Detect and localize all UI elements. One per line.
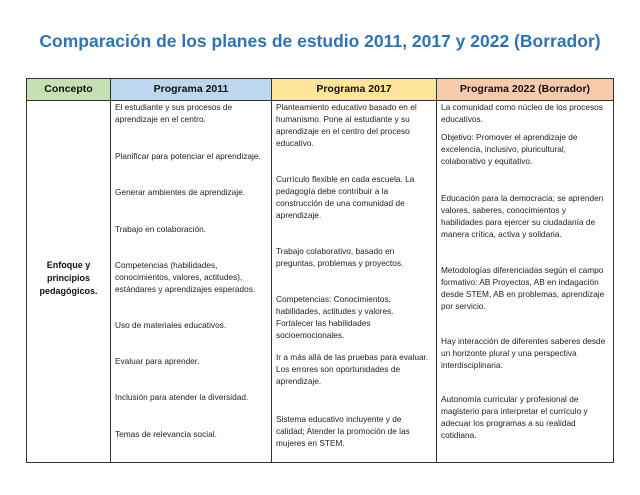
list-item: Planificar para potenciar el aprendizaje. bbox=[115, 151, 261, 161]
list-item: Inclusión para atender la diversidad. bbox=[115, 392, 249, 402]
list-item: Hay interacción de diferentes saberes desde un horizonte plural y una perspectiva interdisciplinaria. bbox=[441, 336, 606, 370]
list-item: Currículo flexible en cada escuela. La pedagogía debe contribuir a la construcción de una comunidad de aprendizaje. bbox=[276, 174, 415, 220]
list-item: El estudiante y sus procesos de aprendizaje en el centro. bbox=[115, 102, 233, 124]
list-item: La comunidad como núcleo de los procesos educativos. bbox=[441, 102, 603, 124]
header-concepto: Concepto bbox=[27, 79, 111, 101]
list-item: Objetivo: Promover el aprendizaje de excelencia, inclusivo, pluricultural, colaborativo y equitativo. bbox=[441, 132, 578, 166]
list-item: Ir a más allá de las pruebas para evaluar. Los errores son oportunidades de aprendizaje. bbox=[276, 352, 429, 386]
comparison-table bbox=[26, 78, 614, 463]
list-item: Planteamiento educativo basado en el humanismo. Pone al estudiante y su aprendizaje en el centro del proceso educativo. bbox=[276, 102, 417, 148]
list-item: Uso de materiales educativos. bbox=[115, 320, 227, 330]
programa-2011-cell bbox=[111, 101, 272, 462]
list-item: Temas de relevancia social. bbox=[115, 429, 217, 439]
list-item: Metodologías diferenciadas según el campo formativo: AB Proyectos, AB en indagación desde STEM, AB en problemas, aprendizaje por servicio. bbox=[441, 265, 605, 311]
list-item: Trabajo en colaboración. bbox=[115, 224, 207, 234]
header-programa-2017: Programa 2017 bbox=[272, 79, 437, 101]
programa-2017-cell bbox=[272, 101, 437, 462]
header-programa-2022: Programa 2022 (Borrador) bbox=[437, 79, 613, 101]
concept-cell bbox=[27, 101, 111, 462]
list-item: Competencias: Conocimientos, habilidades, actitudes y valores. Fortalecer las habilidades socioemocionales. bbox=[276, 294, 394, 340]
list-item: Trabajo colaborativo, basado en preguntas, problemas y proyectos. bbox=[276, 246, 404, 268]
header-programa-2011: Programa 2011 bbox=[111, 79, 272, 101]
list-item: Autonomía curricular y profesional de magisterio para interpretar el currículo y adecuar los programas a su realidad cotidiana. bbox=[441, 394, 588, 440]
list-item: Competencias (habilidades, conocimientos, valores, actitudes), estándares y aprendizajes esperados. bbox=[115, 260, 256, 294]
list-item: Generar ambientes de aprendizaje. bbox=[115, 187, 246, 197]
list-item: Evaluar para aprender. bbox=[115, 356, 200, 366]
document-title: Comparación de los planes de estudio 2011, 2017 y 2022 (Borrador) bbox=[39, 31, 601, 51]
programa-2022-cell bbox=[437, 101, 613, 462]
list-item: Sistema educativo incluyente y de calidad; Atender la promoción de las mujeres en STEM. bbox=[276, 414, 410, 448]
list-item: Educación para la democracia; se aprenden valores, saberes, conocimientos y habilidades para ejercer su ciudadanía de manera crítica, activa y solidaria. bbox=[441, 193, 604, 239]
concept-label: Enfoque y principios pedagógicos. bbox=[39, 260, 98, 296]
